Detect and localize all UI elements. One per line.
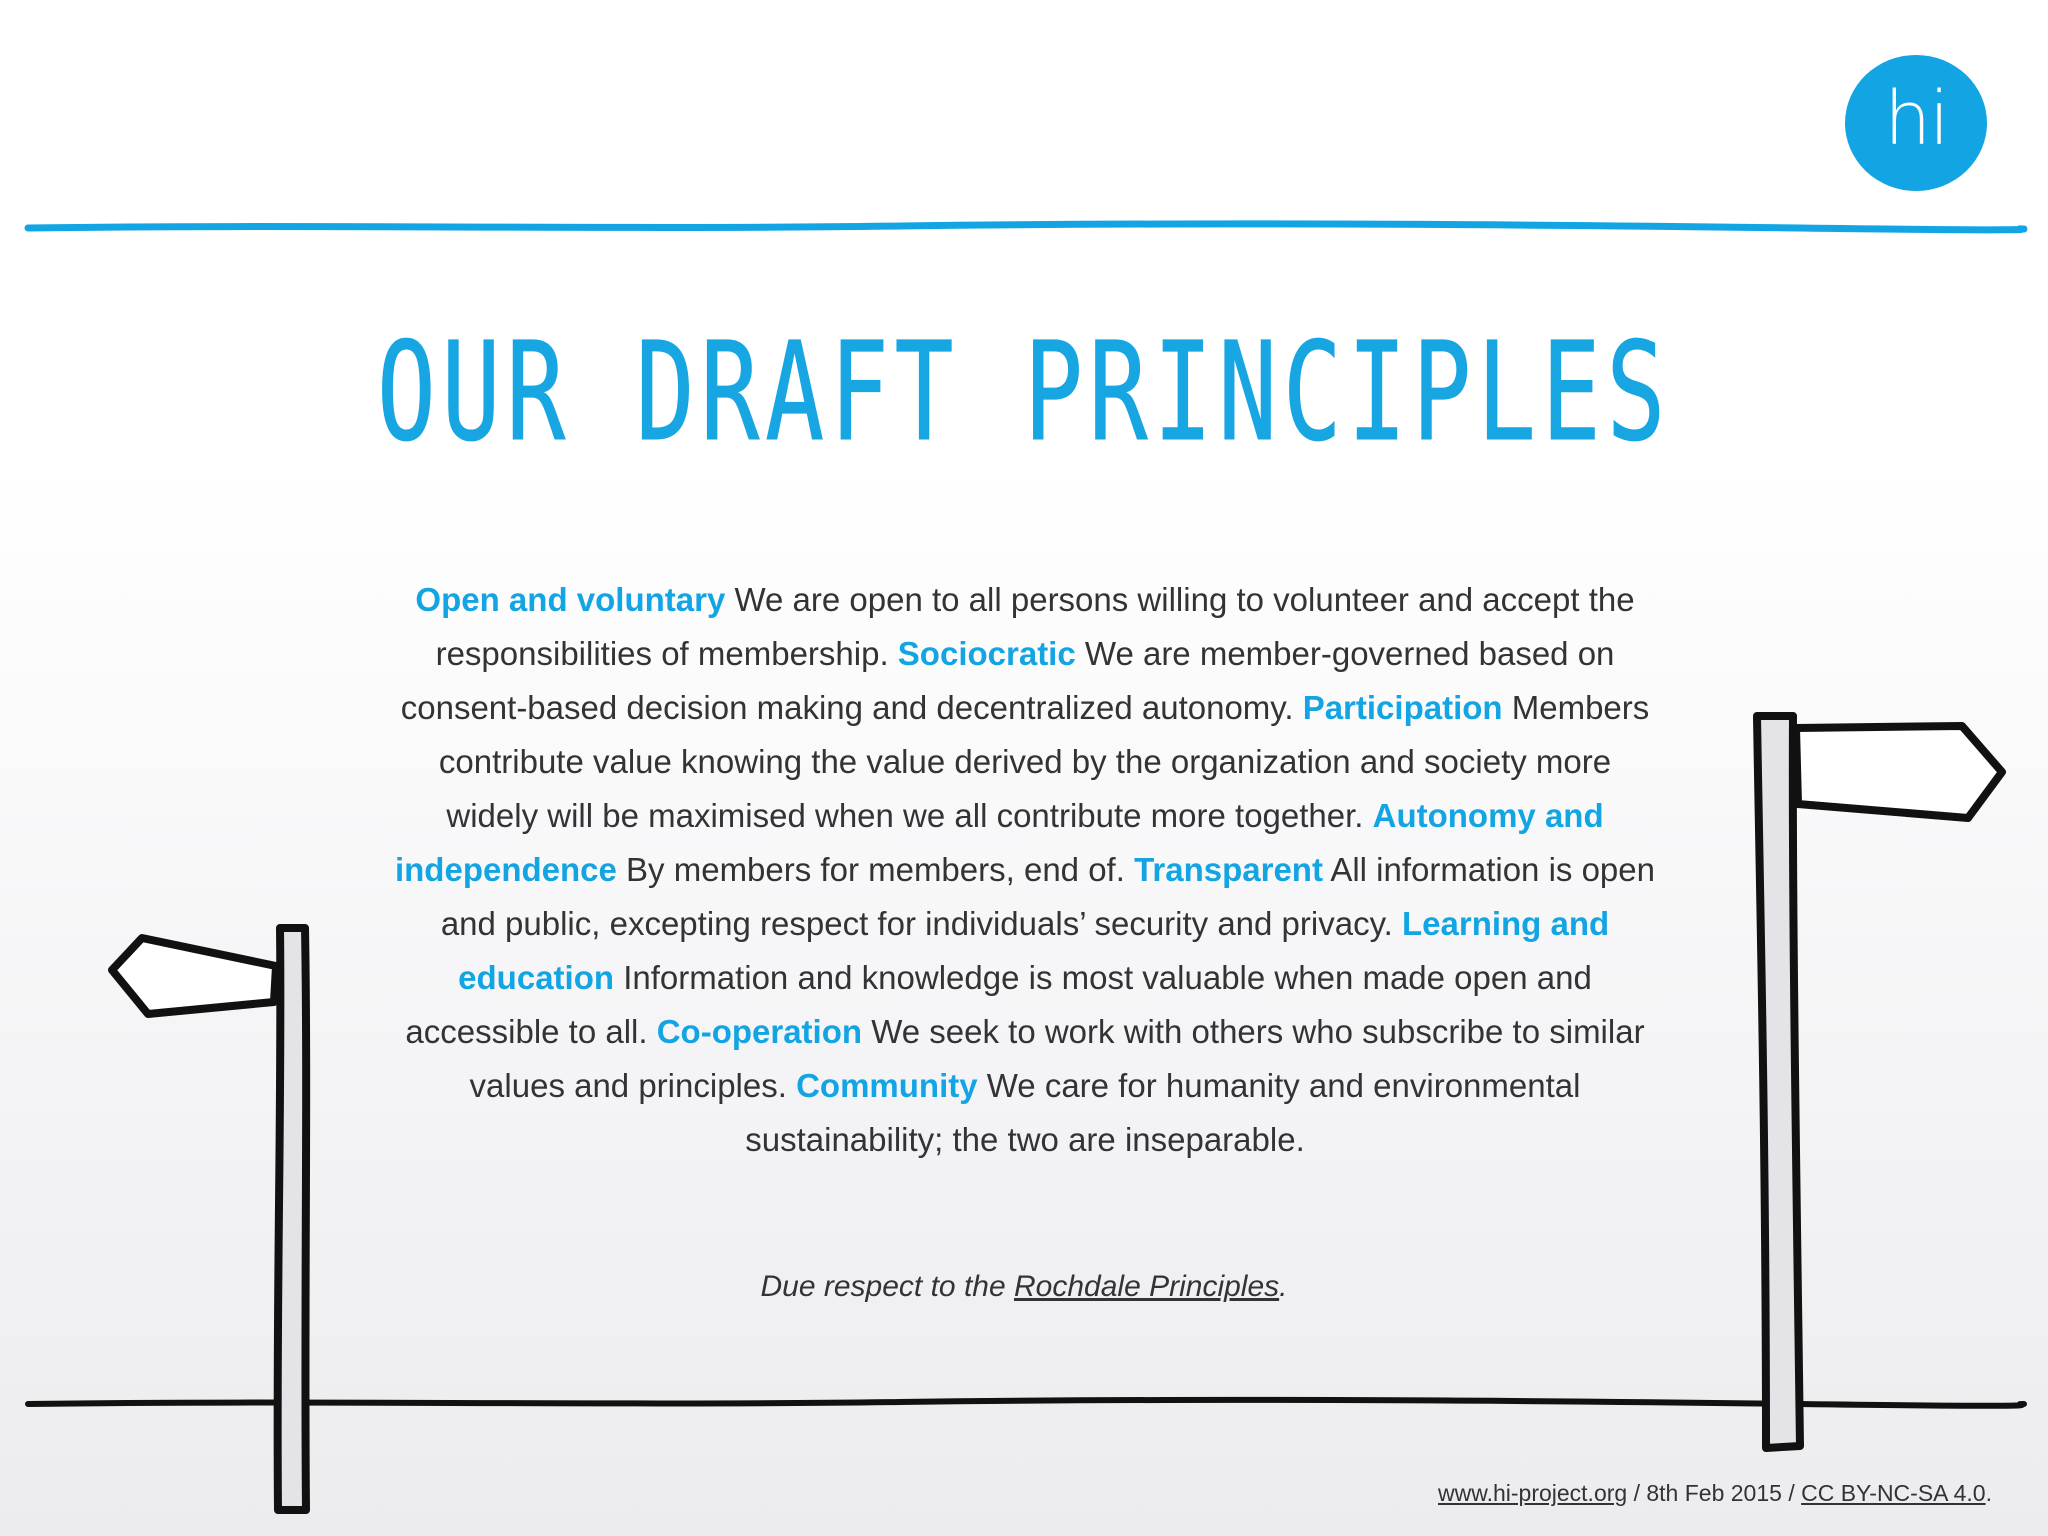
principle-name: Co-operation	[656, 1013, 863, 1050]
principle-name: Autonomy and independence	[394, 797, 1604, 888]
rochdale-principles-link[interactable]: Rochdale Principles	[1014, 1270, 1280, 1303]
page-title: OUR DRAFT PRINCIPLES	[376, 314, 1672, 472]
respect-note	[0, 1270, 2048, 1304]
respect-suffix: .	[1279, 1270, 1288, 1303]
footer-date: / 8th Feb 2015 /	[1627, 1480, 1802, 1506]
principle-name: Participation	[1302, 689, 1503, 726]
principle-text: We are open to all persons willing to volunteer and accept the responsibilities of membership.	[435, 581, 1635, 672]
principle-community	[745, 1067, 1580, 1158]
header-rule	[28, 224, 2024, 230]
hi-logo[interactable]: hi	[1845, 55, 1987, 191]
principle-text: We seek to work with others who subscribe to similar values and principles.	[469, 1013, 1645, 1104]
principle-name: Sociocratic	[897, 635, 1076, 672]
principle-text: We are member-governed based on consent-based decision making and decentralized autonomy.	[400, 635, 1615, 726]
principle-name: Community	[796, 1067, 978, 1104]
footer-suffix: .	[1985, 1480, 1992, 1506]
principle-text: By members for members, end of.	[626, 851, 1125, 888]
principle-text: We care for humanity and environmental sustainability; the two are inseparable.	[745, 1067, 1581, 1158]
respect-prefix: Due respect to the	[760, 1270, 1014, 1303]
license-link[interactable]: CC BY-NC-SA 4.0	[1801, 1480, 1986, 1506]
principle-name: Transparent	[1134, 851, 1323, 888]
signpost-left-icon	[112, 928, 306, 1510]
ground-line	[28, 1400, 2024, 1406]
principle-text: Information and knowledge is most valuable when made open and accessible to all.	[405, 959, 1592, 1050]
principle-name: Learning and education	[458, 905, 1610, 996]
principle-text: Members contribute value knowing the value derived by the organization and society more widely will be maximised when we all contribute more together.	[438, 689, 1650, 834]
signpost-right-icon	[1757, 716, 2002, 1448]
footer-credit	[1438, 1480, 1992, 1507]
principle-name: Open and voluntary	[415, 581, 726, 618]
site-link[interactable]: www.hi-project.org	[1438, 1480, 1628, 1506]
principles-paragraph	[390, 573, 1660, 1167]
principle-text: All information is open and public, excepting respect for individuals’ security and privacy.	[440, 851, 1655, 942]
